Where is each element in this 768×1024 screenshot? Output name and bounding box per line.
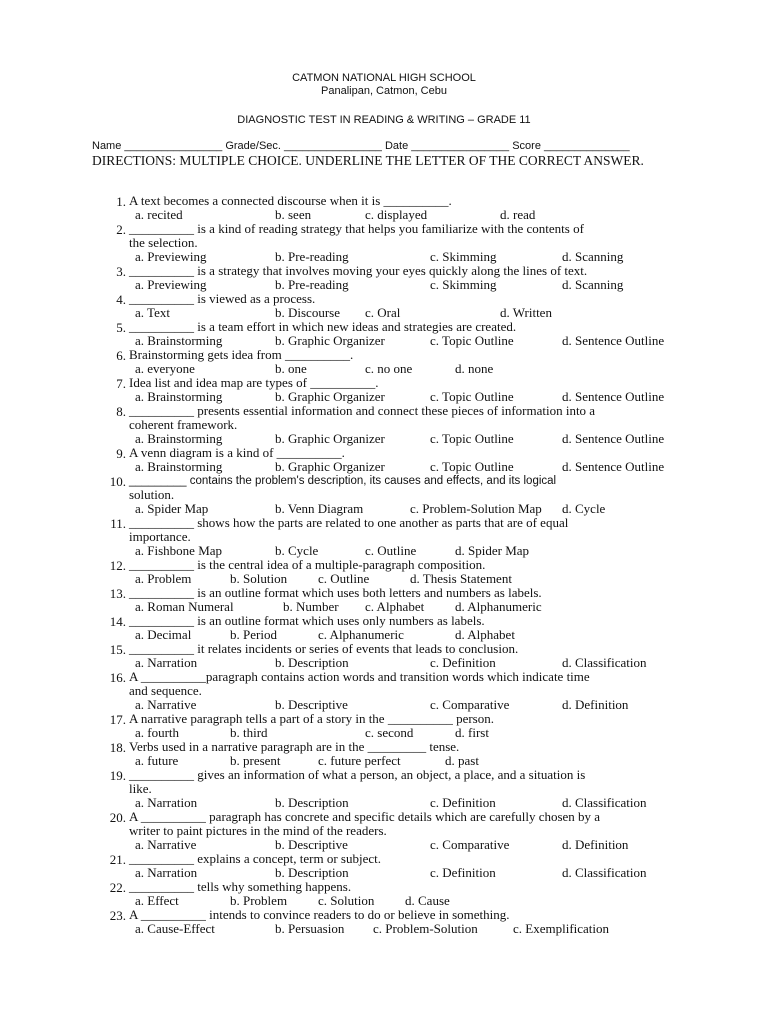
answer-option-b[interactable]: b. Number [283, 599, 339, 614]
question-item [104, 348, 704, 376]
answer-options [129, 628, 704, 642]
question-item [104, 558, 704, 586]
answer-options [129, 460, 704, 474]
answer-option-c[interactable]: c. Skimming [430, 277, 497, 292]
answer-options [129, 866, 704, 880]
question-text: coherent framework. [129, 417, 238, 432]
answer-option-b[interactable]: b. Pre-reading [275, 249, 349, 264]
question-number: 6. [116, 348, 126, 363]
answer-option-a[interactable]: a. Cause-Effect [135, 921, 215, 936]
question-item [104, 670, 704, 712]
answer-options [129, 334, 704, 348]
answer-option-c[interactable]: c. future perfect [318, 753, 401, 768]
question-text: __________ explains a concept, term or subject. [129, 851, 381, 866]
answer-option-c[interactable]: c. Solution [318, 893, 375, 908]
question-item [104, 222, 704, 264]
answer-option-c[interactable]: c. Outline [318, 571, 370, 586]
question-text: Idea list and idea map are types of __________. [129, 375, 379, 390]
question-number: 9. [116, 446, 126, 461]
answer-option-d[interactable]: d. Scanning [562, 249, 624, 264]
answer-option-c[interactable]: c. Outline [365, 543, 417, 558]
answer-option-c[interactable]: c. Oral [365, 305, 401, 320]
answer-option-d[interactable]: d. Alphanumeric [455, 599, 542, 614]
question-item [104, 474, 704, 516]
question-text: __________ tells why something happens. [129, 879, 352, 894]
question-number: 11. [110, 516, 126, 531]
question-text: __________ shows how the parts are related to one another as parts that are of equal [129, 515, 569, 530]
answer-option-b[interactable]: b. Graphic Organizer [275, 431, 385, 446]
answer-option-a[interactable]: a. Narration [135, 655, 198, 670]
answer-options [129, 894, 704, 908]
answer-option-b[interactable]: b. Description [275, 795, 349, 810]
answer-option-b[interactable]: b. Graphic Organizer [275, 333, 385, 348]
answer-options [129, 838, 704, 852]
question-text: A __________paragraph contains action words and transition words which indicate time [129, 669, 590, 684]
question-item [104, 376, 704, 404]
question-item [104, 768, 704, 810]
question-text: Verbs used in a narrative paragraph are in the _________ tense. [129, 739, 460, 754]
answer-option-d[interactable]: d. Spider Map [455, 543, 530, 558]
question-number: 8. [116, 404, 126, 419]
question-number: 2. [116, 222, 126, 237]
answer-options [129, 362, 704, 376]
question-item [104, 614, 704, 642]
question-number: 17. [109, 712, 126, 727]
question-number: 21. [109, 852, 126, 867]
answer-option-b[interactable]: b. Description [275, 655, 349, 670]
answer-options [129, 432, 704, 446]
question-number: 1. [116, 194, 126, 209]
answer-option-b[interactable]: b. third [230, 725, 268, 740]
answer-option-a[interactable]: a. Brainstorming [135, 459, 223, 474]
answer-option-d[interactable]: d. Classification [562, 655, 647, 670]
school-name: CATMON NATIONAL HIGH SCHOOL [292, 72, 476, 84]
answer-option-a[interactable]: a. Spider Map [135, 501, 209, 516]
answer-option-b[interactable]: b. Cycle [275, 543, 319, 558]
answer-option-a[interactable]: a. Narrative [135, 837, 197, 852]
question-text: __________ is a team effort in which new ideas and strategies are created. [129, 319, 517, 334]
answer-option-b[interactable]: b. Descriptive [275, 697, 348, 712]
answer-option-c[interactable]: c. Definition [430, 865, 496, 880]
answer-options [129, 796, 704, 810]
answer-option-c[interactable]: c. Alphabet [365, 599, 425, 614]
question-text: like. [129, 781, 152, 796]
question-number: 23. [109, 908, 126, 923]
question-number: 10. [109, 474, 126, 489]
answer-options [129, 726, 704, 740]
answer-option-c[interactable]: c. Alphanumeric [318, 627, 404, 642]
answer-option-c[interactable]: c. Comparative [430, 697, 510, 712]
answer-option-d[interactable]: d. past [445, 753, 479, 768]
answer-option-b[interactable]: b. Descriptive [275, 837, 348, 852]
answer-option-a[interactable]: a. recited [135, 207, 183, 222]
answer-options [129, 600, 704, 614]
question-item [104, 446, 704, 474]
answer-option-a[interactable]: a. Problem [135, 571, 192, 586]
answer-option-a[interactable]: a. Narration [135, 795, 198, 810]
answer-option-b[interactable]: b. Graphic Organizer [275, 459, 385, 474]
question-item [104, 320, 704, 348]
question-text: A venn diagram is a kind of __________. [129, 445, 345, 460]
answer-option-d[interactable]: d. Cause [405, 893, 450, 908]
question-text: A __________ intends to convince readers to do or believe in something. [129, 907, 510, 922]
question-text: Brainstorming gets idea from __________. [129, 347, 354, 362]
answer-option-a[interactable]: a. Effect [135, 893, 179, 908]
answer-option-a[interactable]: a. Roman Numeral [135, 599, 234, 614]
question-number: 12. [109, 558, 126, 573]
answer-option-d[interactable]: d. Definition [562, 837, 629, 852]
answer-option-b[interactable]: b. Persuasion [275, 921, 345, 936]
question-number: 15. [109, 642, 126, 657]
answer-option-d[interactable]: d. Sentence Outline [562, 333, 665, 348]
answer-option-d[interactable]: d. none [455, 361, 494, 376]
answer-option-b[interactable]: b. Discourse [275, 305, 340, 320]
answer-option-a[interactable]: a. Previewing [135, 249, 207, 264]
answer-option-d[interactable]: d. first [455, 725, 489, 740]
question-text: __________ is a strategy that involves moving your eyes quickly along the lines of text. [129, 263, 588, 278]
answer-option-c[interactable]: c. Skimming [430, 249, 497, 264]
question-text: __________ gives an information of what a person, an object, a place, and a situation is [129, 767, 586, 782]
answer-option-b[interactable]: b. Description [275, 865, 349, 880]
answer-option-a[interactable]: a. Text [135, 305, 170, 320]
question-number: 18. [109, 740, 126, 755]
answer-option-a[interactable]: a. Brainstorming [135, 333, 223, 348]
answer-option-a[interactable]: a. Narrative [135, 697, 197, 712]
answer-options [129, 390, 704, 404]
answer-options [129, 208, 704, 222]
question-text: solution. [129, 487, 175, 502]
question-text: writer to paint pictures in the mind of the readers. [129, 823, 387, 838]
question-item [104, 292, 704, 320]
question-item [104, 586, 704, 614]
test-title: DIAGNOSTIC TEST IN READING & WRITING – GRADE 11 [237, 114, 531, 126]
question-text: __________ is a kind of reading strategy that helps you familiarize with the contents of [129, 221, 584, 236]
question-number: 22. [109, 880, 126, 895]
answer-option-d[interactable]: c. Exemplification [513, 921, 610, 936]
question-list [104, 194, 704, 936]
question-text: __________ presents essential information and connect these pieces of information into a [129, 403, 596, 418]
answer-option-d[interactable]: d. Sentence Outline [562, 389, 665, 404]
answer-option-a[interactable]: a. everyone [135, 361, 195, 376]
question-text: importance. [129, 529, 191, 544]
question-text: __________ is an outline format which uses both letters and numbers as labels. [129, 585, 542, 600]
question-item [104, 740, 704, 768]
answer-option-d[interactable]: d. Definition [562, 697, 629, 712]
answer-option-c[interactable]: c. Definition [430, 655, 496, 670]
answer-option-b[interactable]: b. Problem [230, 893, 288, 908]
answer-option-a[interactable]: a. Fishbone Map [135, 543, 223, 558]
answer-option-a[interactable]: a. future [135, 753, 179, 768]
answer-option-c[interactable]: c. second [365, 725, 414, 740]
answer-option-d[interactable]: d. Scanning [562, 277, 624, 292]
directions: DIRECTIONS: MULTIPLE CHOICE. UNDERLINE THE LETTER OF THE CORRECT ANSWER. [92, 153, 644, 168]
answer-option-c[interactable]: c. Comparative [430, 837, 510, 852]
answer-option-d[interactable]: d. Written [500, 305, 552, 320]
answer-options [129, 656, 704, 670]
question-number: 7. [116, 376, 126, 391]
answer-option-b[interactable]: b. one [275, 361, 307, 376]
school-address: Panalipan, Catmon, Cebu [321, 85, 447, 97]
question-text: _________ contains the problem's description, its causes and effects, and its logical [129, 475, 557, 487]
question-text: __________ it relates incidents or series of events that leads to conclusion. [129, 641, 519, 656]
question-text: __________ is the central idea of a multiple-paragraph composition. [129, 557, 486, 572]
answer-option-d[interactable]: d. read [500, 207, 536, 222]
answer-option-d[interactable]: d. Alphabet [455, 627, 515, 642]
question-number: 5. [116, 320, 126, 335]
question-item [104, 642, 704, 670]
answer-option-b[interactable]: b. Graphic Organizer [275, 389, 385, 404]
answer-option-c[interactable]: c. Problem-Solution [373, 921, 478, 936]
name-grade-date-score-row: Name ________________ Grade/Sec. ________________ Date ________________ Score ______________ [92, 140, 630, 152]
answer-option-a[interactable]: a. Narration [135, 865, 198, 880]
answer-option-b[interactable]: b. Venn Diagram [275, 501, 364, 516]
question-text: __________ is an outline format which uses only numbers as labels. [129, 613, 485, 628]
answer-option-c[interactable]: c. no one [365, 361, 413, 376]
answer-option-c[interactable]: c. Topic Outline [430, 431, 514, 446]
question-item [104, 516, 704, 558]
question-number: 3. [116, 264, 126, 279]
answer-option-c[interactable]: c. Definition [430, 795, 496, 810]
answer-option-c[interactable]: c. Topic Outline [430, 459, 514, 474]
question-number: 20. [109, 810, 126, 825]
question-text: A narrative paragraph tells a part of a story in the __________ person. [129, 711, 494, 726]
question-text: __________ is viewed as a process. [129, 291, 316, 306]
question-number: 4. [116, 292, 126, 307]
question-item [104, 908, 704, 936]
answer-option-c[interactable]: c. displayed [365, 207, 428, 222]
answer-option-a[interactable]: a. fourth [135, 725, 180, 740]
answer-option-a[interactable]: a. Brainstorming [135, 431, 223, 446]
question-text: A text becomes a connected discourse when it is __________. [129, 193, 452, 208]
answer-options [129, 698, 704, 712]
question-text: and sequence. [129, 683, 202, 698]
answer-options [129, 502, 704, 516]
answer-option-b[interactable]: b. seen [275, 207, 312, 222]
question-item [104, 404, 704, 446]
answer-option-d[interactable]: d. Cycle [562, 501, 606, 516]
question-text: A __________ paragraph has concrete and specific details which are carefully chosen by a [129, 809, 601, 824]
answer-options [129, 306, 704, 320]
question-number: 19. [109, 768, 126, 783]
answer-options [129, 250, 704, 264]
answer-option-c[interactable]: c. Topic Outline [430, 389, 514, 404]
answer-options [129, 572, 704, 586]
question-number: 14. [109, 614, 126, 629]
answer-option-b[interactable]: b. Pre-reading [275, 277, 349, 292]
answer-options [129, 922, 704, 936]
answer-option-d[interactable]: d. Sentence Outline [562, 431, 665, 446]
answer-option-b[interactable]: b. Period [230, 627, 277, 642]
answer-options [129, 278, 704, 292]
question-item [104, 810, 704, 852]
answer-option-d[interactable]: d. Sentence Outline [562, 459, 665, 474]
answer-option-b[interactable]: b. present [230, 753, 281, 768]
question-item [104, 264, 704, 292]
answer-option-a[interactable]: a. Decimal [135, 627, 192, 642]
answer-option-c[interactable]: c. Topic Outline [430, 333, 514, 348]
answer-option-d[interactable]: d. Thesis Statement [410, 571, 512, 586]
question-number: 16. [109, 670, 126, 685]
question-number: 13. [109, 586, 126, 601]
answer-option-a[interactable]: a. Brainstorming [135, 389, 223, 404]
answer-option-b[interactable]: b. Solution [230, 571, 288, 586]
question-item [104, 880, 704, 908]
question-text: the selection. [129, 235, 198, 250]
answer-option-c[interactable]: c. Problem-Solution Map [410, 501, 542, 516]
answer-option-d[interactable]: d. Classification [562, 795, 647, 810]
answer-option-a[interactable]: a. Previewing [135, 277, 207, 292]
question-item [104, 852, 704, 880]
question-item [104, 194, 704, 222]
answer-options [129, 544, 704, 558]
question-item [104, 712, 704, 740]
answer-options [129, 754, 704, 768]
answer-option-d[interactable]: d. Classification [562, 865, 647, 880]
